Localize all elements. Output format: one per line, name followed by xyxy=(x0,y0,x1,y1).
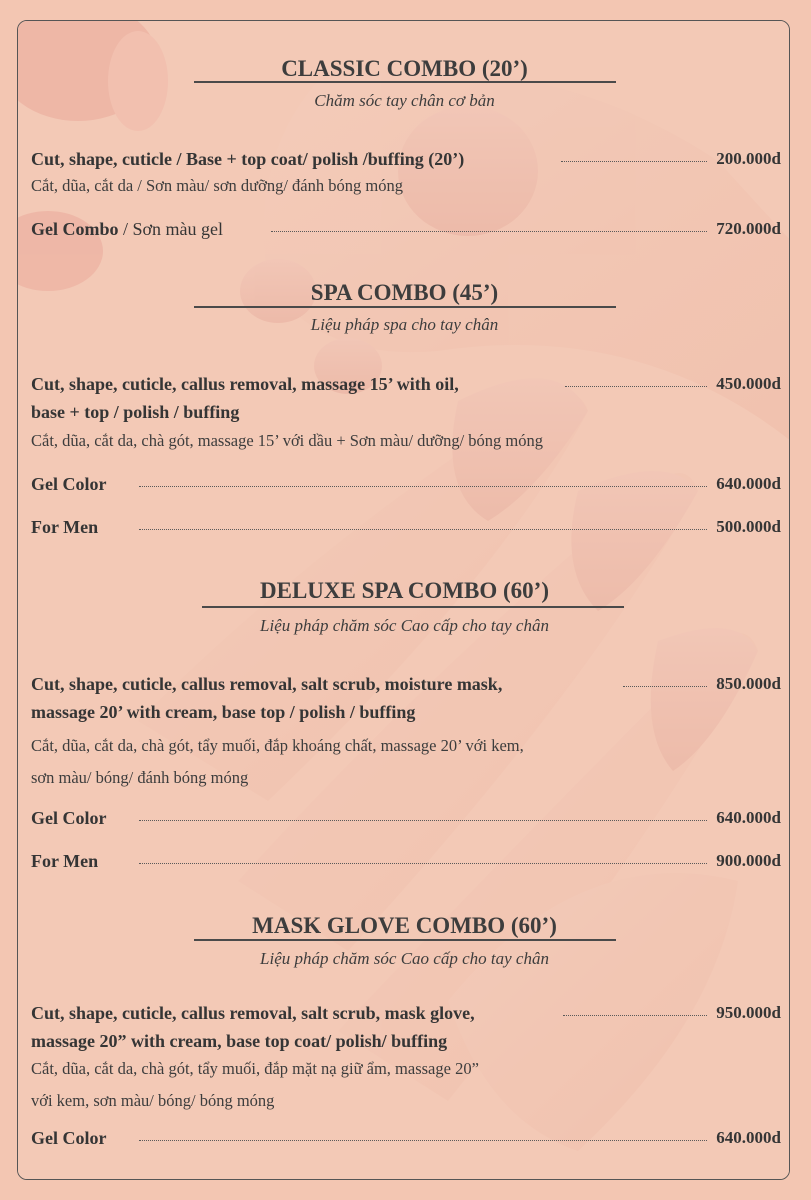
menu-item-name: Gel Color xyxy=(31,808,107,828)
menu-item-description: Cắt, dũa, cắt da / Sơn màu/ sơn dưỡng/ đánh bóng móng xyxy=(31,176,403,195)
menu-item-price: 640.000d xyxy=(716,1128,781,1147)
menu-item-name: For Men xyxy=(31,517,99,537)
section-title: CLASSIC COMBO (20’) xyxy=(281,56,528,81)
menu-item-name: Gel Color xyxy=(31,1128,107,1148)
menu-item-price: 720.000d xyxy=(716,219,781,238)
menu-card xyxy=(17,20,790,1180)
menu-item-name: Gel Color xyxy=(31,474,107,494)
menu-item-description: với kem, sơn màu/ bóng/ bóng móng xyxy=(31,1091,275,1110)
menu-item-name-vietnamese: / Sơn màu gel xyxy=(118,219,224,239)
menu-content xyxy=(18,21,790,1180)
menu-item xyxy=(31,146,781,172)
menu-item-description: Cắt, dũa, cắt da, chà gót, tẩy muối, đắp mặt nạ giữ ẩm, massage 20” xyxy=(31,1059,479,1078)
section-title: DELUXE SPA COMBO (60’) xyxy=(260,578,549,603)
section-subtitle: Liệu pháp chăm sóc Cao cấp cho tay chân xyxy=(260,616,549,635)
menu-item-description: Cắt, dũa, cắt da, chà gót, massage 15’ với dầu + Sơn màu/ dưỡng/ bóng móng xyxy=(31,431,543,450)
section-title-underline xyxy=(202,606,624,608)
dot-leader xyxy=(565,386,707,387)
dot-leader xyxy=(563,1015,707,1016)
section-title: SPA COMBO (45’) xyxy=(310,280,499,305)
menu-item-name: For Men xyxy=(31,851,99,871)
menu-item-description: sơn màu/ bóng/ đánh bóng móng xyxy=(31,768,249,787)
menu-item-name: Cut, shape, cuticle, callus removal, salt scrub, mask glove, xyxy=(31,1003,475,1023)
menu-item-price: 640.000d xyxy=(716,474,781,493)
menu-item xyxy=(31,216,781,242)
menu-item xyxy=(31,371,781,397)
dot-leader xyxy=(139,863,707,864)
menu-item xyxy=(31,1000,781,1026)
section-title: MASK GLOVE COMBO (60’) xyxy=(252,913,557,938)
menu-item-price: 850.000d xyxy=(716,674,781,693)
section-subtitle: Liệu pháp chăm sóc Cao cấp cho tay chân xyxy=(260,949,549,968)
dot-leader xyxy=(139,1140,707,1141)
menu-item xyxy=(31,471,781,497)
menu-item-price: 640.000d xyxy=(716,808,781,827)
menu-item-name-continued: massage 20” with cream, base top coat/ polish/ buffing xyxy=(31,1031,448,1051)
section-title-underline xyxy=(194,81,616,83)
menu-item-price: 200.000d xyxy=(716,149,781,168)
menu-item-price: 500.000d xyxy=(716,517,781,536)
menu-item-name-continued: massage 20’ with cream, base top / polish / buffing xyxy=(31,702,416,722)
menu-item-price: 900.000d xyxy=(716,851,781,870)
menu-item-name: Cut, shape, cuticle, callus removal, massage 15’ with oil, xyxy=(31,374,459,394)
menu-item xyxy=(31,805,781,831)
section-subtitle: Liệu pháp spa cho tay chân xyxy=(310,315,499,334)
dot-leader xyxy=(623,686,707,687)
section-title-underline xyxy=(194,306,616,308)
menu-item-name: Cut, shape, cuticle, callus removal, salt scrub, moisture mask, xyxy=(31,674,503,694)
section-title-underline xyxy=(194,939,616,941)
menu-item-price: 450.000d xyxy=(716,374,781,393)
dot-leader xyxy=(139,820,707,821)
menu-item-name xyxy=(31,216,223,242)
section-subtitle: Chăm sóc tay chân cơ bản xyxy=(314,91,495,110)
menu-item-name-bold: Gel Combo xyxy=(31,219,119,239)
menu-item xyxy=(31,514,781,540)
menu-item-name-continued: base + top / polish / buffing xyxy=(31,402,240,422)
dot-leader xyxy=(139,486,707,487)
menu-item xyxy=(31,1125,781,1151)
dot-leader xyxy=(139,529,707,530)
menu-item-price: 950.000d xyxy=(716,1003,781,1022)
menu-item-name: Cut, shape, cuticle / Base + top coat/ polish /buffing (20’) xyxy=(31,149,465,169)
dot-leader xyxy=(271,231,707,232)
menu-item-description: Cắt, dũa, cắt da, chà gót, tẩy muối, đắp khoáng chất, massage 20’ với kem, xyxy=(31,736,524,755)
menu-item xyxy=(31,671,781,697)
dot-leader xyxy=(561,161,707,162)
menu-item xyxy=(31,848,781,874)
